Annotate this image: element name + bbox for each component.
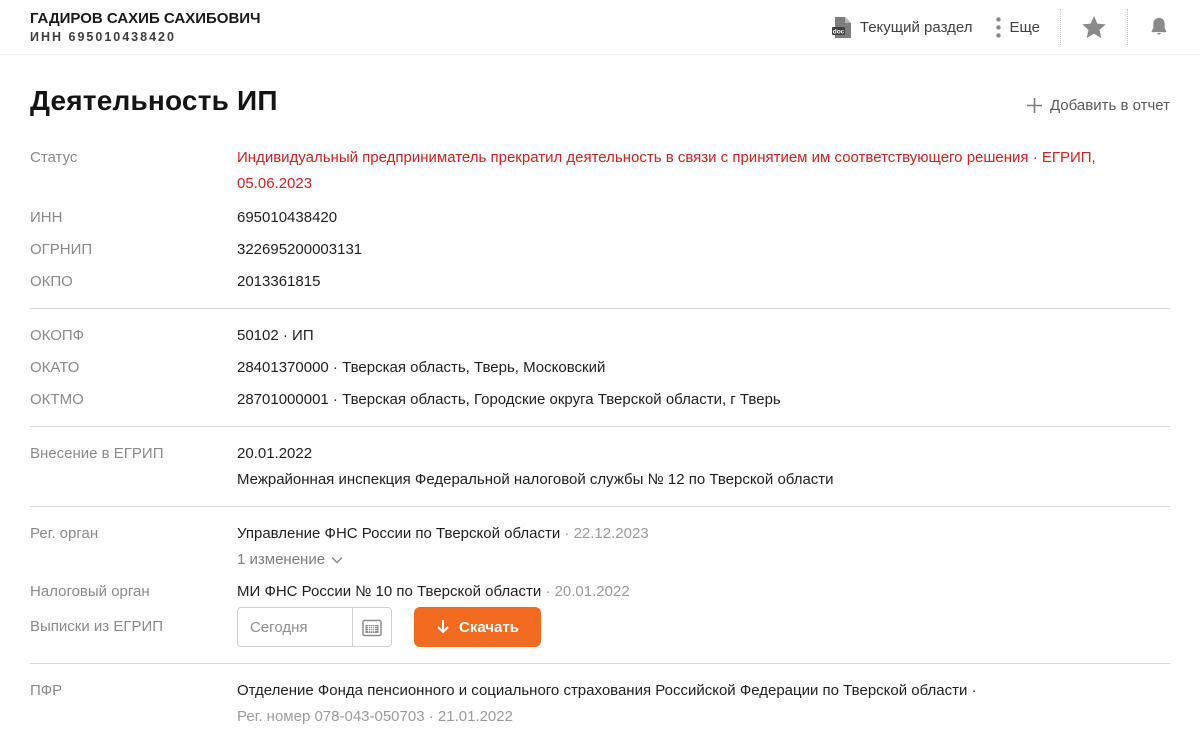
status-value: Индивидуальный предприниматель прекратил деятельность в связи с принятием им соответствующего решения · ЕГРИП, 05.06.2023	[237, 149, 1096, 192]
egrip-entry-date: 20.01.2022	[237, 445, 313, 462]
more-menu-button[interactable]	[996, 17, 1040, 38]
egrip-entry-authority: Межрайонная инспекция Федеральной налоговой службы № 12 по Тверской области	[237, 471, 834, 488]
field-label: Выписки из ЕГРИП	[30, 618, 164, 635]
field-row-status	[30, 145, 1170, 197]
current-section-label: Текущий раздел	[859, 18, 973, 36]
calendar-button[interactable]	[352, 608, 391, 646]
download-button[interactable]	[414, 607, 541, 647]
doc-icon	[831, 16, 852, 39]
field-row-egrip-extracts	[30, 607, 1170, 647]
section-divider	[30, 506, 1170, 507]
field-row-reg-authority	[30, 521, 1170, 573]
download-arrow-icon	[436, 619, 450, 635]
field-value: 28701000001 · Тверская область, Городские округа Тверской области, г Тверь	[237, 391, 781, 408]
extract-date-input[interactable]	[238, 608, 352, 646]
field-label: ОКТМО	[30, 391, 84, 408]
field-value: 2013361815	[237, 273, 321, 290]
section-divider	[30, 308, 1170, 309]
field-row-okopf	[30, 323, 1170, 349]
field-label: ПФР	[30, 682, 63, 699]
field-label: Рег. орган	[30, 525, 99, 542]
person-name: ГАДИРОВ САХИБ САХИБОВИЧ	[30, 10, 261, 27]
field-label: Внесение в ЕГРИП	[30, 445, 164, 462]
field-row-pfr	[30, 678, 1170, 730]
current-section-button[interactable]	[831, 16, 973, 39]
main-content	[0, 85, 1200, 730]
person-inn: ИНН 695010438420	[30, 30, 176, 44]
field-value: 28401370000 · Тверская область, Тверь, Московский	[237, 359, 606, 376]
add-to-report-label: Добавить в отчет	[1049, 97, 1170, 114]
field-value: 695010438420	[237, 209, 338, 226]
tax-authority-date: · 20.01.2022	[545, 583, 630, 600]
extract-date-group	[237, 607, 392, 647]
pfr-value: Отделение Фонда пенсионного и социального страхования Российской Федерации по Тверской области ·	[237, 682, 977, 699]
download-label: Скачать	[459, 618, 519, 636]
field-label: ИНН	[30, 209, 63, 226]
header-divider	[1060, 9, 1061, 45]
add-to-report-button[interactable]	[1026, 97, 1170, 114]
field-row-inn	[30, 205, 1170, 231]
field-label: ОГРНИП	[30, 241, 93, 258]
field-row-ogrnip	[30, 237, 1170, 263]
page-title: Деятельность ИП	[30, 85, 278, 116]
reg-authority-date: · 22.12.2023	[564, 525, 649, 542]
field-value: 50102 · ИП	[237, 327, 314, 344]
top-header	[0, 0, 1200, 55]
plus-icon	[1026, 97, 1043, 114]
field-label: Статус	[30, 149, 78, 166]
entity-summary	[30, 10, 261, 44]
changes-label: 1 изменение	[237, 551, 326, 568]
favorite-star-button[interactable]	[1081, 15, 1107, 40]
field-label: ОКПО	[30, 273, 73, 290]
field-row-tax-authority	[30, 579, 1170, 605]
notifications-bell-button[interactable]	[1148, 15, 1170, 39]
svg-text:doc: doc	[832, 27, 845, 35]
section-divider	[30, 663, 1170, 664]
kebab-menu-icon	[996, 17, 1001, 38]
changes-toggle[interactable]	[237, 547, 343, 573]
field-row-oktmo	[30, 387, 1170, 413]
tax-authority-value: МИ ФНС России № 10 по Тверской области	[237, 583, 542, 600]
pfr-reg-number: Рег. номер 078-043-050703 · 21.01.2022	[237, 708, 513, 725]
chevron-down-icon	[331, 556, 343, 564]
reg-authority-value: Управление ФНС России по Тверской области	[237, 525, 561, 542]
header-actions	[831, 9, 1170, 45]
field-row-okpo	[30, 269, 1170, 295]
field-label: ОКОПФ	[30, 327, 85, 344]
field-row-okato	[30, 355, 1170, 381]
header-divider	[1127, 9, 1128, 45]
field-label: ОКАТО	[30, 359, 80, 376]
more-label: Еще	[1009, 18, 1040, 36]
field-label: Налоговый орган	[30, 583, 150, 600]
field-row-egrip-entry	[30, 441, 1170, 493]
field-value: 322695200003131	[237, 241, 363, 258]
section-divider	[30, 426, 1170, 427]
calendar-icon	[362, 618, 382, 637]
